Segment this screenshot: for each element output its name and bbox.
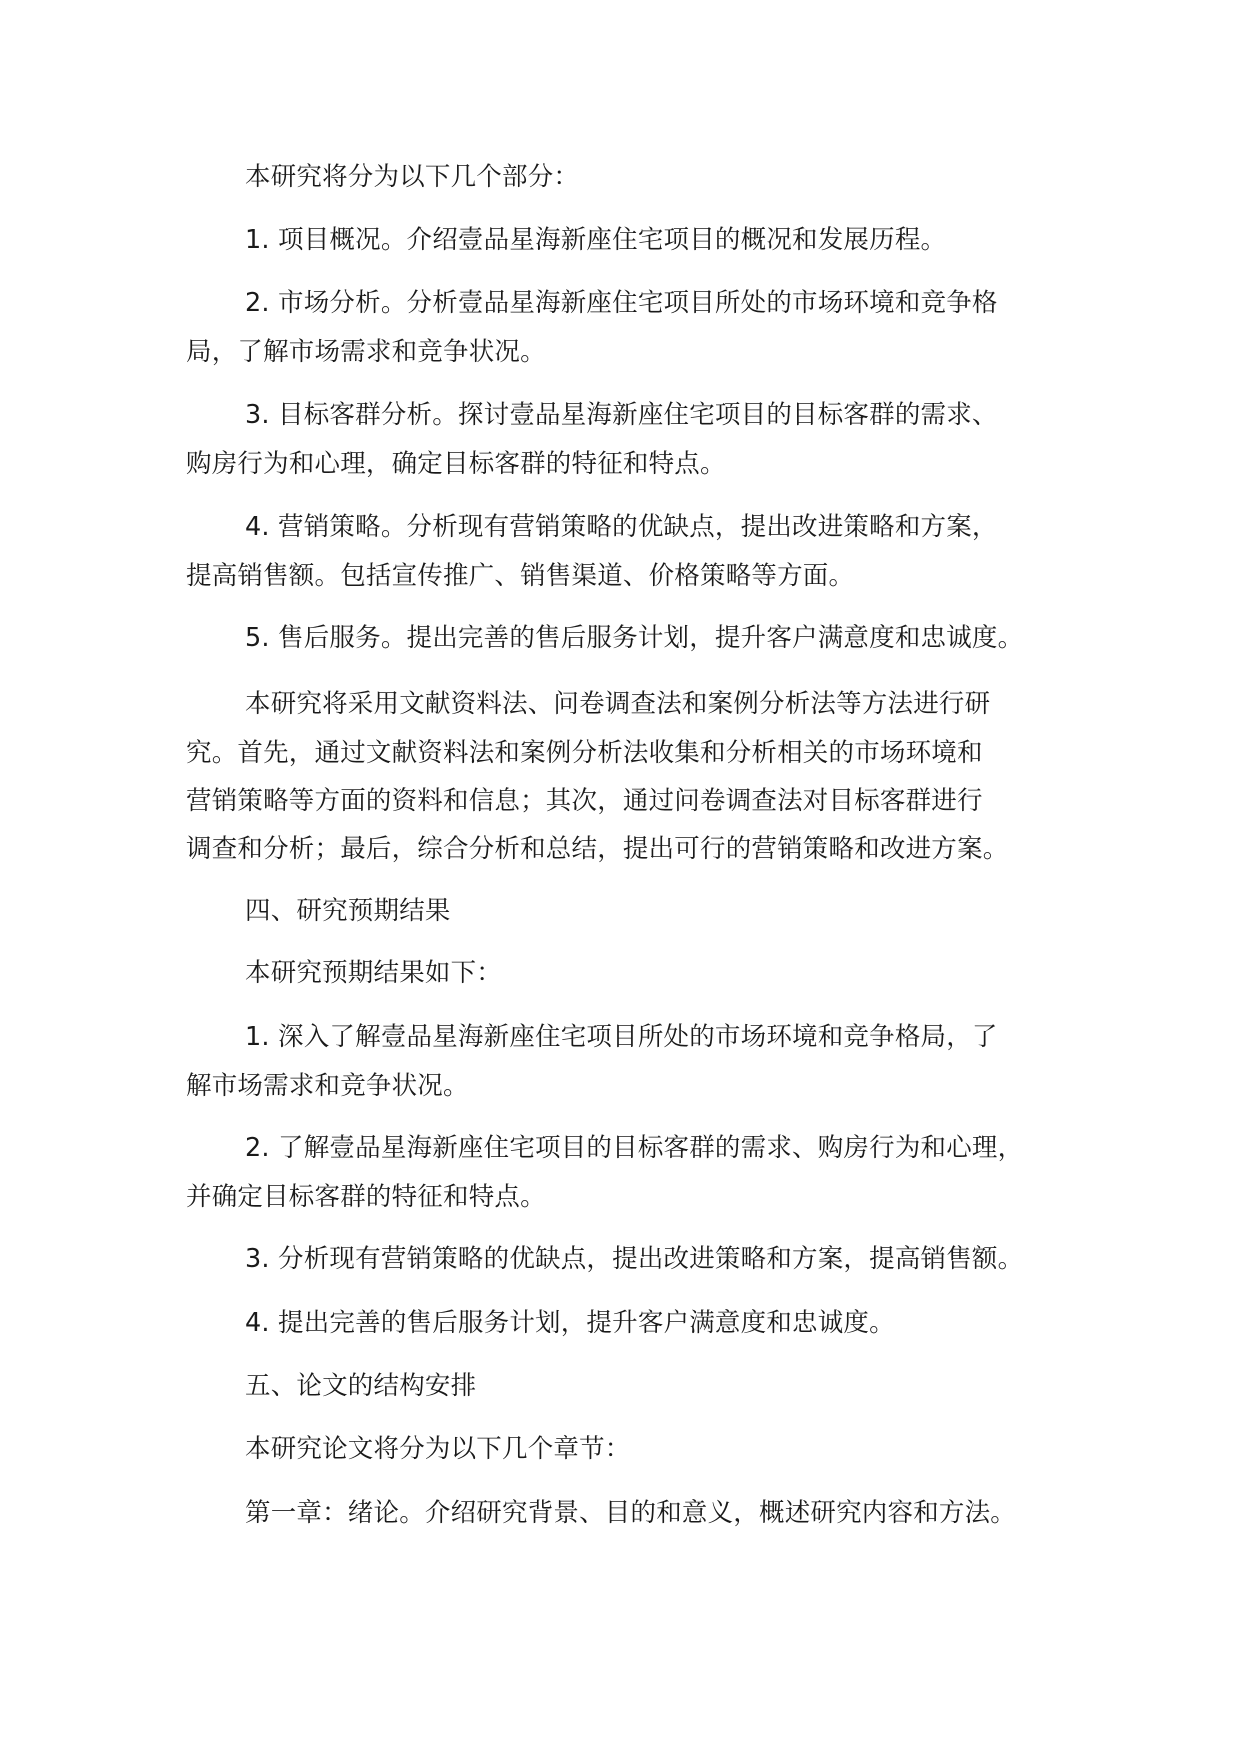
list-item-3-line-1: 3. 目标客群分析。探讨壹品星海新座住宅项目的目标客群的需求、 (245, 400, 998, 430)
section-heading-expected-results: 四、研究预期结果 (245, 896, 451, 926)
result-item-2-line-2: 并确定目标客群的特征和特点。 (186, 1182, 546, 1212)
methods-paragraph-line-4: 调查和分析；最后，综合分析和总结，提出可行的营销策略和改进方案。 (186, 834, 1009, 864)
methods-paragraph-line-1: 本研究将采用文献资料法、问卷调查法和案例分析法等方法进行研 (245, 689, 991, 719)
result-item-1-line-2: 解市场需求和竞争状况。 (186, 1071, 469, 1101)
list-item-5: 5. 售后服务。提出完善的售后服务计划，提升客户满意度和忠诚度。 (245, 623, 1024, 653)
results-intro: 本研究预期结果如下： (245, 958, 503, 988)
list-item-1: 1. 项目概况。介绍壹品星海新座住宅项目的概况和发展历程。 (245, 225, 947, 255)
paragraph-intro: 本研究将分为以下几个部分： (245, 162, 580, 192)
list-item-4-line-1: 4. 营销策略。分析现有营销策略的优缺点，提出改进策略和方案， (245, 512, 998, 542)
structure-intro: 本研究论文将分为以下几个章节： (245, 1434, 631, 1464)
list-item-2-line-1: 2. 市场分析。分析壹品星海新座住宅项目所处的市场环境和竞争格 (245, 288, 998, 318)
section-heading-thesis-structure: 五、论文的结构安排 (245, 1371, 477, 1401)
result-item-2-line-1: 2. 了解壹品星海新座住宅项目的目标客群的需求、购房行为和心理， (245, 1133, 1024, 1163)
chapter-1: 第一章：绪论。介绍研究背景、目的和意义，概述研究内容和方法。 (245, 1498, 1017, 1528)
methods-paragraph-line-2: 究。首先，通过文献资料法和案例分析法收集和分析相关的市场环境和 (186, 738, 983, 768)
methods-paragraph-line-3: 营销策略等方面的资料和信息；其次，通过问卷调查法对目标客群进行 (186, 786, 983, 816)
result-item-4: 4. 提出完善的售后服务计划，提升客户满意度和忠诚度。 (245, 1308, 895, 1338)
result-item-3: 3. 分析现有营销策略的优缺点，提出改进策略和方案，提高销售额。 (245, 1244, 1024, 1274)
result-item-1-line-1: 1. 深入了解壹品星海新座住宅项目所处的市场环境和竞争格局，了 (245, 1022, 998, 1052)
list-item-2-line-2: 局，了解市场需求和竞争状况。 (186, 337, 546, 367)
list-item-4-line-2: 提高销售额。包括宣传推广、销售渠道、价格策略等方面。 (186, 561, 855, 591)
list-item-3-line-2: 购房行为和心理，确定目标客群的特征和特点。 (186, 449, 726, 479)
